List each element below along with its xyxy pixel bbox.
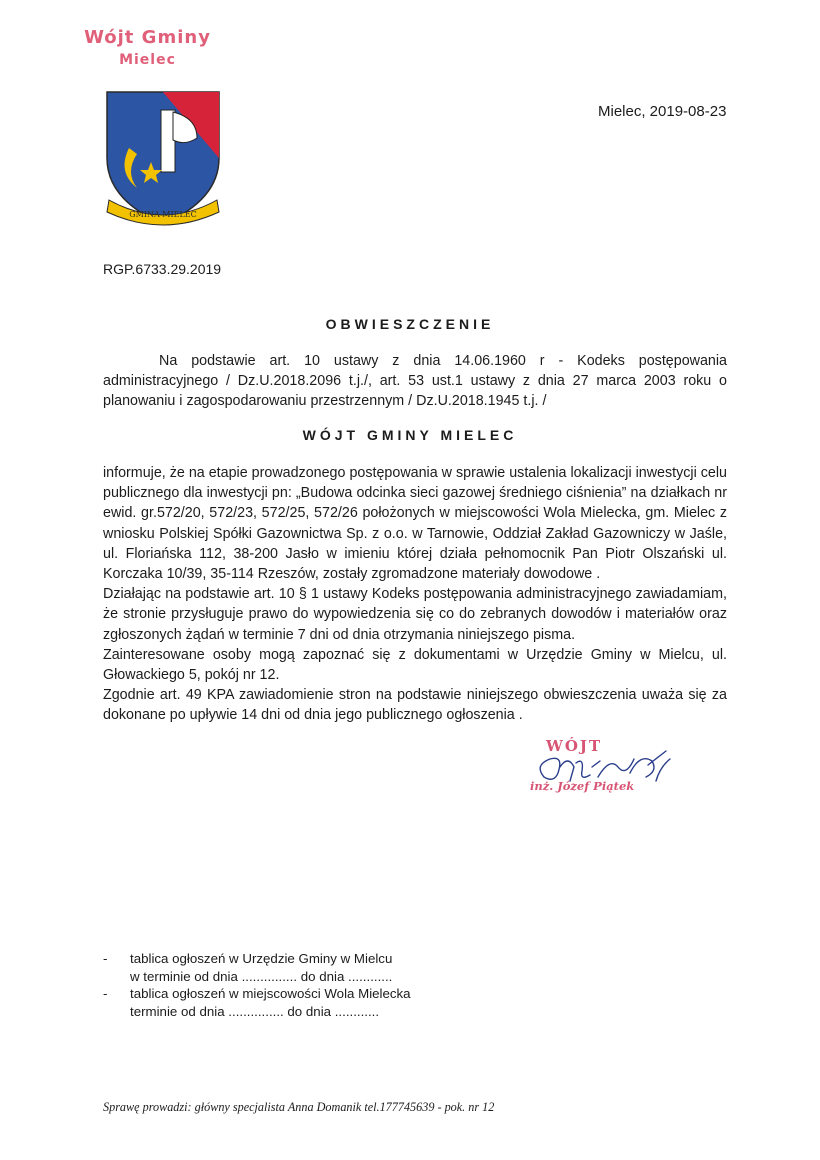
body-paragraph: informuje, że na etapie prowadzonego postępowania w sprawie ustalenia lokalizacji inwestycji celu publicznego dla inwestycji pn: „Budowa odcinka sieci gazowej średniego ciśnienia” na działkach nr ewid. gr.572/20, 572/23, 572/25, 572/26 położonych w miejscowości Wola Mielecka, gm. Mielec z wniosku Polskiej Spółki Gazownictwa Sp. z o.o. w Tarnowie, Oddział Zakład Gazowniczy w Jaśle, ul. Floriańska 112, 38-200 Jasło w imieniu której działa pełnomocnik Pan Piotr Olszański ul. Korczaka 10/39, 35-114 Rzeszów, zostały zgromadzone materiały dowodowe . xyxy=(103,465,727,583)
handwritten-signature xyxy=(530,737,680,807)
list-item xyxy=(103,950,411,985)
body-paragraph: Zainteresowane osoby mogą zapoznać się z dokumentami w Urzędzie Gminy w Mielcu, ul. Głowackiego 5, pokój nr 12. xyxy=(103,646,727,684)
crest-text: GMINA MIELEC xyxy=(129,210,197,219)
distribution-list xyxy=(103,950,411,1020)
signature-stamp xyxy=(530,737,680,807)
header-stamp xyxy=(60,26,235,70)
body-paragraph: Działając na podstawie art. 10 § 1 ustawy Kodeks postępowania administracyjnego zawiadamiam, że stronie przysługuje prawo do wypowiedzenia się co do zebranych dowodów i materiałów oraz zgłoszonych żądań w terminie 7 dni od dnia otrzymania niniejszego pisma. xyxy=(103,586,727,643)
body-paragraph: Zgodnie art. 49 KPA zawiadomienie stron na podstawie niniejszego obwieszczenia uważa się za dokonane po upływie 14 dni od dnia jego publicznego ogłoszenia . xyxy=(103,687,727,724)
footer-contact: Sprawę prowadzi: główny specjalista Anna Domanik tel.177745639 - pok. nr 12 xyxy=(103,1100,495,1114)
list-item-line: tablica ogłoszeń w miejscowości Wola Mielecka xyxy=(130,986,411,1001)
list-dash: - xyxy=(103,986,108,1001)
list-dash: - xyxy=(103,951,108,966)
list-item-line: w terminie od dnia ............... do dnia ............ xyxy=(130,968,393,984)
signatory-name: inż. Józef Piątek xyxy=(530,779,635,793)
list-item-line: terminie od dnia ............... do dnia ............ xyxy=(130,1003,380,1019)
stamp-line-2: Mielec xyxy=(119,52,176,68)
signature-title: WÓJT xyxy=(546,737,603,755)
authority-heading: WÓJT GMINY MIELEC xyxy=(302,427,518,443)
list-item-line: tablica ogłoszeń w Urzędzie Gminy w Mielcu xyxy=(130,951,393,966)
intro-paragraph: Na podstawie art. 10 ustawy z dnia 14.06.1960 r - Kodeks postępowania administracyjnego / Dz.U.2018.2096 t.j./, art. 53 ust.1 ustawy z dnia 27 marca 2003 roku o planowaniu i zagospodarowaniu przestrzennym / Dz.U.2018.1945 t.j. / xyxy=(103,353,727,410)
stamp-line-1: Wójt Gminy xyxy=(84,27,211,48)
reference-number: RGP.6733.29.2019 xyxy=(103,261,222,277)
list-item xyxy=(103,985,411,1020)
body-text xyxy=(103,463,727,726)
document-title: OBWIESZCZENIE xyxy=(325,316,495,332)
letter-date: Mielec, 2019-08-23 xyxy=(598,103,727,120)
coat-of-arms-logo xyxy=(103,88,223,228)
